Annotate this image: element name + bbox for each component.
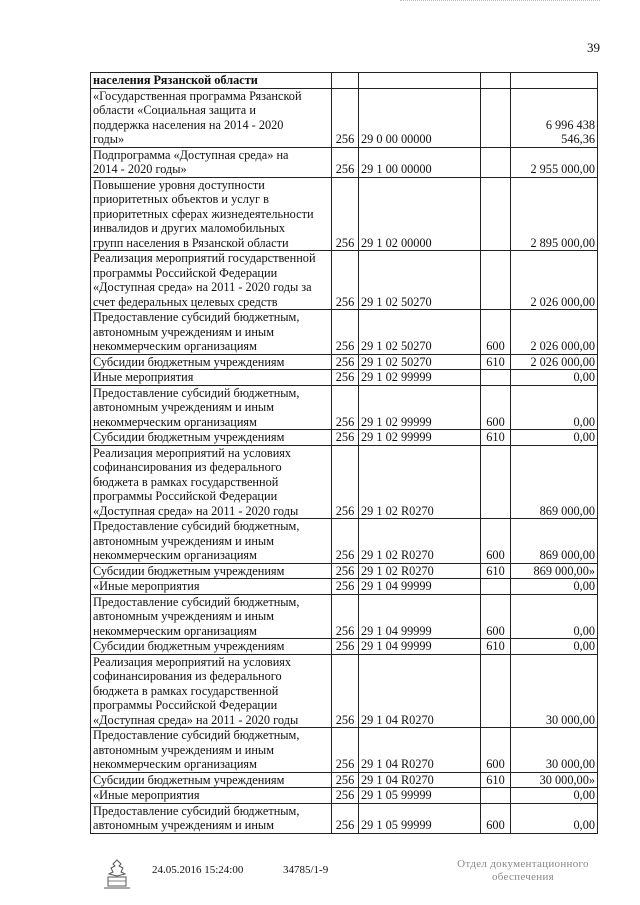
cell-name-line: Субсидии бюджетным учреждениям [93,354,285,369]
cell-code: 256 [332,430,359,446]
cell-csr [359,73,481,89]
cell-name: населения Рязанской области [91,73,332,89]
cell-csr: 29 1 04 99999 [359,594,481,639]
budget-table [90,72,598,834]
table-row [91,354,598,370]
cell-vr [481,654,511,728]
cell-code: 256 [332,803,359,833]
cell-code [332,73,359,89]
cell-sum: 0,00 [511,803,598,833]
cell-name-line: Подпрограмма «Доступная среда» на [93,147,289,162]
cell-name [91,385,332,430]
cell-csr: 29 1 04 R0270 [359,772,481,788]
scan-artifact [400,0,600,7]
cell-name-line: некоммерческим организациям [93,414,257,429]
cell-name-line: Предоставление субсидий бюджетным, [93,310,300,324]
cell-csr: 29 1 05 99999 [359,788,481,804]
cell-name-line: автономным учреждениям и иным [93,400,274,414]
cell-code: 256 [332,445,359,519]
cell-name-line: некоммерческим организациям [93,339,257,353]
table-row [91,579,598,595]
table-row [91,370,598,386]
cell-name-line: 2014 - 2020 годы» [93,162,187,176]
cell-name-line: Субсидии бюджетным учреждениям [93,639,285,653]
cell-name-line: автономным учреждениям и иным [93,609,274,623]
cell-sum: 6 996 438 546,36 [511,88,598,147]
table-row [91,445,598,519]
cell-vr [481,445,511,519]
print-datetime: 24.05.2016 15:24:00 [152,864,244,876]
cell-name-line: бюджета в рамках государственной [93,474,279,489]
cell-name [91,251,332,310]
cell-name [91,563,332,579]
cell-vr [481,788,511,804]
cell-name-line: «Иные мероприятия [93,788,200,802]
table-row [91,639,598,655]
cell-sum: 0,00 [511,639,598,655]
cell-name [91,177,332,251]
cell-csr: 29 1 02 50270 [359,251,481,310]
cell-name [91,88,332,147]
cell-name [91,788,332,804]
cell-csr: 29 1 02 00000 [359,177,481,251]
cell-name-line: Реализация мероприятий государственной [93,251,316,265]
cell-sum: 2 026 000,00 [511,310,598,355]
cell-name-line: некоммерческим организациям [93,548,257,562]
cell-name-line: программы Российской Федерации [93,265,278,280]
cell-name-line: автономным учреждениям и иным [93,533,274,548]
cell-name-line: Реализация мероприятий на условиях [93,445,292,460]
cell-sum: 0,00 [511,788,598,804]
cell-vr: 600 [481,803,511,833]
cell-vr: 600 [481,310,511,355]
cell-sum: 30 000,00 [511,728,598,773]
cell-name-line: Предоставление субсидий бюджетным, [93,519,300,533]
cell-csr: 29 1 00 00000 [359,147,481,177]
table-row [91,430,598,446]
table-row [91,654,598,728]
department-stamp [448,858,598,884]
cell-name-line: софинансирования из федерального [93,669,282,683]
cell-code: 256 [332,385,359,430]
cell-vr [481,370,511,386]
cell-csr: 29 1 04 99999 [359,579,481,595]
cell-vr: 610 [481,430,511,446]
cell-sum: 2 955 000,00 [511,147,598,177]
cell-name-line: программы Российской Федерации [93,489,278,503]
cell-sum [511,73,598,89]
cell-name [91,370,332,386]
cell-code: 256 [332,772,359,788]
cell-name [91,147,332,177]
table-row [91,251,598,310]
cell-csr: 29 1 04 R0270 [359,654,481,728]
table-row [91,594,598,639]
cell-sum: 869 000,00 [511,445,598,519]
department-line: Отдел документационного [457,858,589,870]
cell-name-line: «Доступная среда» на 2011 - 2020 годы [93,712,299,727]
page-number: 39 [587,40,600,55]
cell-name-line: программы Российской Федерации [93,698,278,712]
cell-name-line: автономным учреждениям и иным [93,324,274,339]
cell-csr: 29 1 02 99999 [359,370,481,386]
cell-vr [481,88,511,147]
table-row [91,147,598,177]
table-row [91,88,598,147]
cell-name [91,654,332,728]
cell-name-line: Предоставление субсидий бюджетным, [93,385,300,400]
table-row [91,803,598,833]
cell-code: 256 [332,519,359,564]
cell-name-line: Предоставление субсидий бюджетным, [93,728,300,742]
cell-csr: 29 1 02 99999 [359,385,481,430]
cell-code: 256 [332,579,359,595]
cell-csr: 29 1 02 99999 [359,430,481,446]
cell-name-line: «Государственная программа Рязанской [93,88,302,103]
cell-name-line: «Доступная среда» на 2011 - 2020 годы [93,503,299,518]
cell-csr: 29 1 04 99999 [359,639,481,655]
cell-vr [481,73,511,89]
cell-name-line: приоритетных сферах жизнедеятельности [93,206,314,221]
cell-name-line: поддержка населения на 2014 - 2020 [93,117,284,132]
department-line: обеспечения [491,871,555,883]
cell-name-line: некоммерческим организациям [93,623,257,638]
cell-name-line: софинансирования из федерального [93,460,282,474]
table-header-row [91,73,598,89]
cell-sum: 869 000,00 [511,519,598,564]
table-row [91,385,598,430]
cell-vr [481,147,511,177]
table-row [91,310,598,355]
cell-name [91,430,332,446]
cell-sum: 2 895 000,00 [511,177,598,251]
cell-name-line: Повышение уровня доступности [93,177,265,192]
cell-name [91,310,332,355]
cell-name [91,519,332,564]
cell-csr: 29 1 02 R0270 [359,445,481,519]
cell-code: 256 [332,594,359,639]
cell-sum: 0,00 [511,385,598,430]
cell-csr: 29 0 00 00000 [359,88,481,147]
cell-vr: 600 [481,385,511,430]
cell-name-line: автономным учреждениям и иным [93,742,274,757]
cell-code: 256 [332,354,359,370]
cell-name-line: «Иные мероприятия [93,579,200,593]
cell-vr: 610 [481,563,511,579]
cell-name-line: Субсидии бюджетным учреждениям [93,772,285,787]
cell-name [91,579,332,595]
cell-vr: 610 [481,354,511,370]
cell-vr: 600 [481,519,511,564]
cell-name-line: бюджета в рамках государственной [93,683,279,698]
cell-csr: 29 1 04 R0270 [359,728,481,773]
cell-sum: 0,00 [511,579,598,595]
table-row [91,519,598,564]
cell-name-line: Субсидии бюджетным учреждениям [93,430,285,444]
cell-name-line: Реализация мероприятий на условиях [93,654,292,669]
cell-name-line: автономным учреждениям и иным [93,818,274,832]
cell-name [91,803,332,833]
cell-code: 256 [332,370,359,386]
cell-csr: 29 1 02 50270 [359,310,481,355]
cell-name-line: некоммерческим организациям [93,757,257,771]
cell-name-line: «Доступная среда» на 2011 - 2020 годы за [93,280,312,294]
table-row [91,563,598,579]
cell-vr: 600 [481,728,511,773]
cell-name-line: Субсидии бюджетным учреждениям [93,563,285,578]
budget-table-body [91,73,598,834]
cell-sum: 30 000,00» [511,772,598,788]
cell-sum: 2 026 000,00 [511,354,598,370]
cell-code: 256 [332,563,359,579]
table-row [91,728,598,773]
page-footer [0,858,640,898]
cell-code: 256 [332,639,359,655]
cell-name [91,354,332,370]
cell-name-line: приоритетных объектов и услуг в [93,192,269,206]
cell-vr: 600 [481,594,511,639]
cell-code: 256 [332,788,359,804]
cell-name-line: Предоставление субсидий бюджетным, [93,594,300,609]
cell-code: 256 [332,88,359,147]
cell-csr: 29 1 02 R0270 [359,563,481,579]
cell-code: 256 [332,310,359,355]
cell-code: 256 [332,147,359,177]
cell-csr: 29 1 02 50270 [359,354,481,370]
cell-code: 256 [332,177,359,251]
cell-sum: 2 026 000,00 [511,251,598,310]
cell-csr: 29 1 02 R0270 [359,519,481,564]
cell-sum: 30 000,00 [511,654,598,728]
cell-sum: 0,00 [511,594,598,639]
cell-name [91,728,332,773]
table-row [91,788,598,804]
cell-vr [481,177,511,251]
table-row [91,177,598,251]
cell-csr: 29 1 05 99999 [359,803,481,833]
cell-sum: 869 000,00» [511,563,598,579]
cell-name-line: области «Социальная защита и [93,103,256,117]
cell-name-line: Предоставление субсидий бюджетным, [93,803,300,818]
cell-code: 256 [332,728,359,773]
cell-code: 256 [332,251,359,310]
cell-vr: 610 [481,772,511,788]
cell-code: 256 [332,654,359,728]
cell-name [91,594,332,639]
coat-of-arms-icon [100,858,134,890]
cell-name-line: годы» [93,132,125,146]
cell-sum: 0,00 [511,430,598,446]
table-row [91,772,598,788]
cell-name [91,639,332,655]
cell-name-line: Иные мероприятия [93,370,194,384]
cell-name-line: счет федеральных целевых средств [93,294,278,309]
cell-name-line: групп населения в Рязанской области [93,235,289,250]
document-number: 34785/1-9 [283,864,329,876]
cell-vr [481,251,511,310]
cell-name [91,772,332,788]
cell-name-line: инвалидов и других маломобильных [93,221,286,235]
cell-vr: 610 [481,639,511,655]
cell-sum: 0,00 [511,370,598,386]
cell-name [91,445,332,519]
cell-vr [481,579,511,595]
